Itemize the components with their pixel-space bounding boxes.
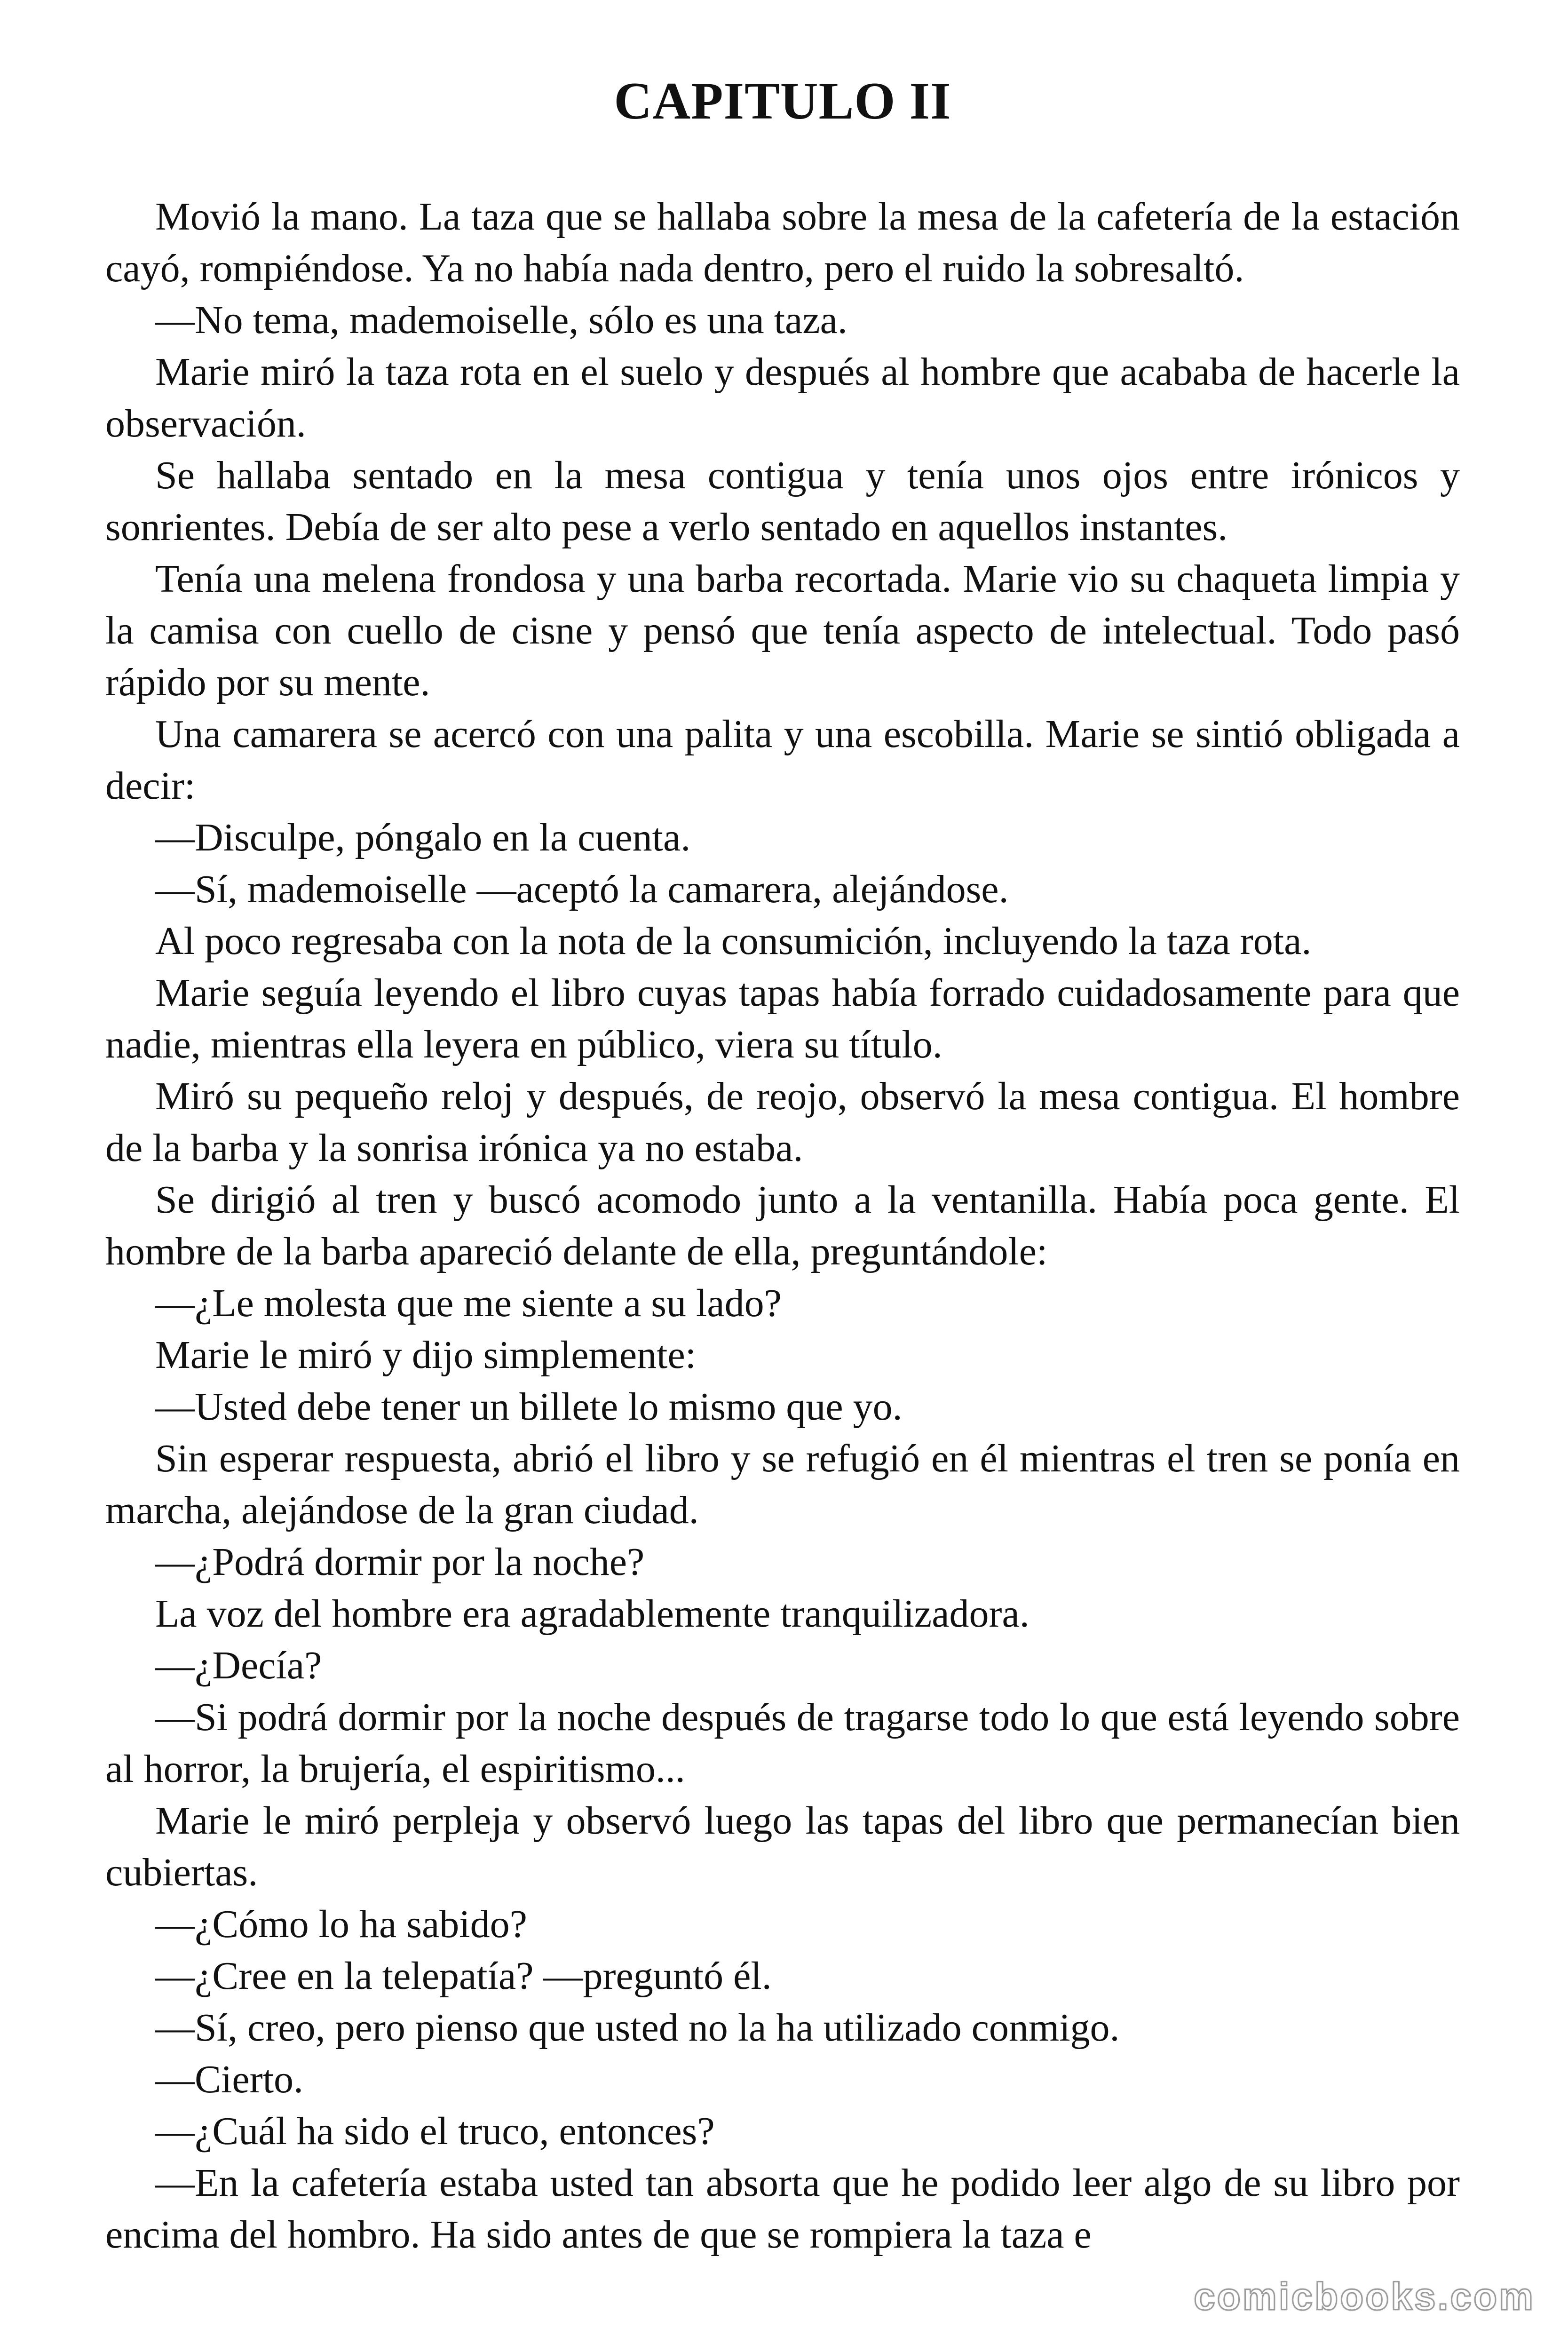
paragraph: Marie le miró perpleja y observó luego las tapas del libro que permanecían bien cubiertas.: [105, 1799, 1460, 1894]
paragraph: Movió la mano. La taza que se hallaba sobre la mesa de la cafetería de la estación cayó, rompiéndose. Ya no había nada dentro, pero el ruido la sobresaltó.: [105, 195, 1460, 290]
paragraph: —En la cafetería estaba usted tan absorta que he podido leer algo de su libro por encima del hombro. Ha sido antes de que se rompiera la taza e: [105, 2161, 1460, 2257]
paragraph: —Si podrá dormir por la noche después de tragarse todo lo que está leyendo sobre al horror, la brujería, el espiritismo...: [105, 1695, 1460, 1791]
book-page: [105, 61, 1460, 2343]
paragraph: —¿Cuál ha sido el truco, entonces?: [155, 2109, 715, 2153]
paragraph: —Sí, creo, pero pienso que usted no la ha utilizado conmigo.: [155, 2006, 1120, 2050]
paragraph: —¿Decía?: [155, 1644, 322, 1687]
paragraph: —Cierto.: [155, 2058, 303, 2101]
paragraph: Marie miró la taza rota en el suelo y después al hombre que acababa de hacerle la observación.: [105, 350, 1460, 445]
paragraph: —Disculpe, póngalo en la cuenta.: [155, 816, 691, 859]
paragraph: —¿Cree en la telepatía? —preguntó él.: [155, 1954, 772, 1998]
paragraph: La voz del hombre era agradablemente tranquilizadora.: [155, 1592, 1029, 1636]
site-watermark: comicbooks.com: [1194, 2275, 1535, 2318]
paragraph: Sin esperar respuesta, abrió el libro y se refugió en él mientras el tren se ponía en marcha, alejándose de la gran ciudad.: [105, 1437, 1460, 1532]
chapter-body: [105, 191, 1460, 2261]
paragraph: Una camarera se acercó con una palita y una escobilla. Marie se sintió obligada a decir:: [105, 712, 1460, 808]
paragraph: Marie seguía leyendo el libro cuyas tapas había forrado cuidadosamente para que nadie, mientras ella leyera en público, viera su título.: [105, 971, 1460, 1066]
paragraph: —No tema, mademoiselle, sólo es una taza.: [155, 298, 847, 342]
paragraph: —Sí, mademoiselle —aceptó la camarera, alejándose.: [155, 867, 1009, 911]
paragraph: Marie le miró y dijo simplemente:: [155, 1333, 697, 1377]
paragraph: —¿Le molesta que me siente a su lado?: [155, 1281, 782, 1325]
paragraph: —Usted debe tener un billete lo mismo que yo.: [155, 1385, 903, 1429]
paragraph: Miró su pequeño reloj y después, de reojo, observó la mesa contigua. El hombre de la barba y la sonrisa irónica ya no estaba.: [105, 1074, 1460, 1170]
paragraph: —¿Podrá dormir por la noche?: [155, 1540, 645, 1584]
paragraph: Tenía una melena frondosa y una barba recortada. Marie vio su chaqueta limpia y la camisa con cuello de cisne y pensó que tenía aspecto de intelectual. Todo pasó rápido por su mente.: [105, 557, 1460, 704]
chapter-title: CAPITULO II: [614, 72, 951, 130]
paragraph: Se dirigió al tren y buscó acomodo junto a la ventanilla. Había poca gente. El hombre de la barba apareció delante de ella, preguntándole:: [105, 1178, 1460, 1273]
paragraph: —¿Cómo lo ha sabido?: [155, 1902, 527, 1946]
paragraph: Se hallaba sentado en la mesa contigua y tenía unos ojos entre irónicos y sonrientes. Debía de ser alto pese a verlo sentado en aquellos instantes.: [105, 453, 1460, 549]
paragraph: Al poco regresaba con la nota de la consumición, incluyendo la taza rota.: [155, 919, 1312, 963]
